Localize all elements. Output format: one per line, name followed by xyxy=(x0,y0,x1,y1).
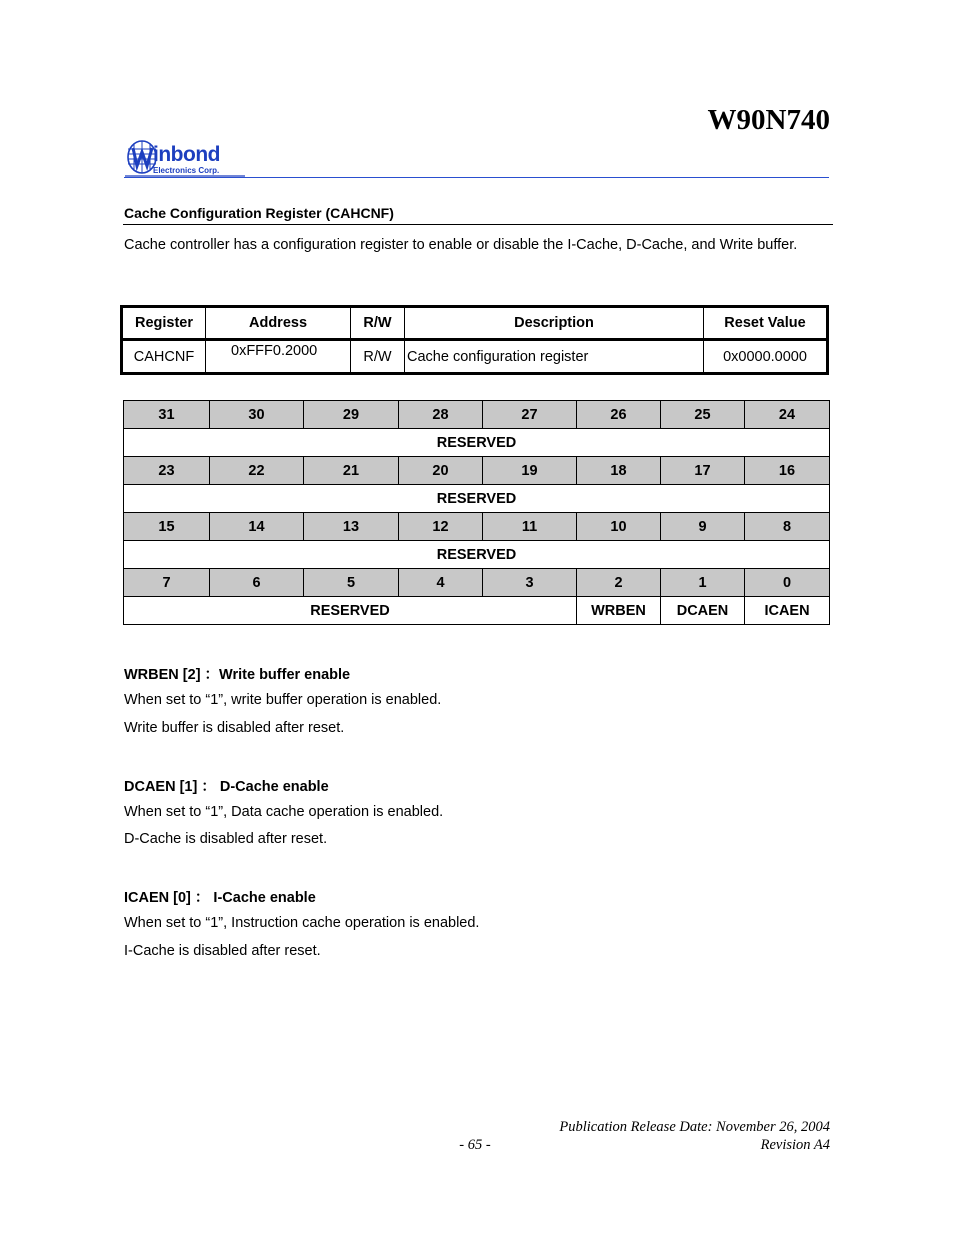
bit-number: 26 xyxy=(577,401,661,429)
bit-number: 2 xyxy=(577,569,661,597)
bit-number: 12 xyxy=(399,513,483,541)
cell-description: Cache configuration register xyxy=(405,340,704,374)
bit-number: 3 xyxy=(483,569,577,597)
bit-field-reserved: RESERVED xyxy=(124,485,830,513)
bit-number: 29 xyxy=(304,401,399,429)
bit-number: 6 xyxy=(210,569,304,597)
bit-field-row xyxy=(124,597,830,625)
chip-name-title: W90N740 xyxy=(707,104,830,136)
bit-field-reserved: RESERVED xyxy=(124,541,830,569)
cell-reset-value: 0x0000.0000 xyxy=(704,340,828,374)
wrben-line-1: When set to “1”, write buffer operation is enabled. xyxy=(124,692,442,708)
wrben-heading: WRBEN [2] ：Write buffer enable xyxy=(124,667,351,683)
bit-number: 23 xyxy=(124,457,210,485)
bit-number: 25 xyxy=(661,401,745,429)
bit-number-row xyxy=(124,457,830,485)
icaen-line-1: When set to “1”, Instruction cache operation is enabled. xyxy=(124,915,480,931)
bit-number: 10 xyxy=(577,513,661,541)
bit-number-row xyxy=(124,569,830,597)
cell-register: CAHCNF xyxy=(122,340,206,374)
wrben-line-2: Write buffer is disabled after reset. xyxy=(124,720,345,736)
bit-number: 27 xyxy=(483,401,577,429)
publication-date: Publication Release Date: November 26, 2004 xyxy=(559,1119,830,1135)
icaen-heading: ICAEN [0] ： I-Cache enable xyxy=(124,890,316,906)
logo-wordmark: inbond xyxy=(153,143,220,166)
cell-rw: R/W xyxy=(351,340,405,374)
bit-number: 0 xyxy=(745,569,830,597)
header-reset-value: Reset Value xyxy=(704,307,828,340)
bit-number: 20 xyxy=(399,457,483,485)
bit-field-row xyxy=(124,429,830,457)
bit-number: 24 xyxy=(745,401,830,429)
bit-number: 15 xyxy=(124,513,210,541)
register-table-row xyxy=(122,340,828,374)
bit-field-wrben: WRBEN xyxy=(577,597,661,625)
dcaen-line-1: When set to “1”, Data cache operation is enabled. xyxy=(124,804,444,820)
bit-map-table xyxy=(123,400,830,625)
header-address: Address xyxy=(206,307,351,340)
bit-number: 17 xyxy=(661,457,745,485)
bit-number: 13 xyxy=(304,513,399,541)
bit-field-icaen: ICAEN xyxy=(745,597,830,625)
page-number: - 65 - xyxy=(459,1137,491,1153)
bit-number: 4 xyxy=(399,569,483,597)
header-divider xyxy=(124,177,829,178)
register-table xyxy=(120,305,829,375)
bit-number: 14 xyxy=(210,513,304,541)
icaen-line-2: I-Cache is disabled after reset. xyxy=(124,943,321,959)
section-divider xyxy=(123,224,833,225)
bit-number-row xyxy=(124,401,830,429)
section-title: Cache Configuration Register (CAHCNF) xyxy=(124,205,394,221)
header-rw: R/W xyxy=(351,307,405,340)
bit-number: 31 xyxy=(124,401,210,429)
bit-field-reserved: RESERVED xyxy=(124,429,830,457)
cell-address: 0xFFF0.2000 xyxy=(206,340,351,374)
bit-number: 8 xyxy=(745,513,830,541)
dcaen-heading: DCAEN [1] ： D-Cache enable xyxy=(124,779,329,795)
bit-number: 22 xyxy=(210,457,304,485)
bit-field-row xyxy=(124,541,830,569)
bit-number: 16 xyxy=(745,457,830,485)
bit-number-row xyxy=(124,513,830,541)
bit-number: 28 xyxy=(399,401,483,429)
bit-number: 30 xyxy=(210,401,304,429)
intro-paragraph: Cache controller has a configuration register to enable or disable the I-Cache, D-Cache, and Write buffer. xyxy=(124,237,798,253)
bit-number: 21 xyxy=(304,457,399,485)
dcaen-line-2: D-Cache is disabled after reset. xyxy=(124,831,328,847)
bit-number: 11 xyxy=(483,513,577,541)
bit-number: 18 xyxy=(577,457,661,485)
header-register: Register xyxy=(122,307,206,340)
logo-subtitle: Electronics Corp. xyxy=(153,166,220,175)
bit-number: 9 xyxy=(661,513,745,541)
header-description: Description xyxy=(405,307,704,340)
bit-field-dcaen: DCAEN xyxy=(661,597,745,625)
bit-number: 1 xyxy=(661,569,745,597)
bit-number: 19 xyxy=(483,457,577,485)
register-table-header xyxy=(122,307,828,340)
bit-number: 5 xyxy=(304,569,399,597)
bit-number: 7 xyxy=(124,569,210,597)
bit-field-reserved: RESERVED xyxy=(124,597,577,625)
bit-field-row xyxy=(124,485,830,513)
revision: Revision A4 xyxy=(760,1137,830,1153)
